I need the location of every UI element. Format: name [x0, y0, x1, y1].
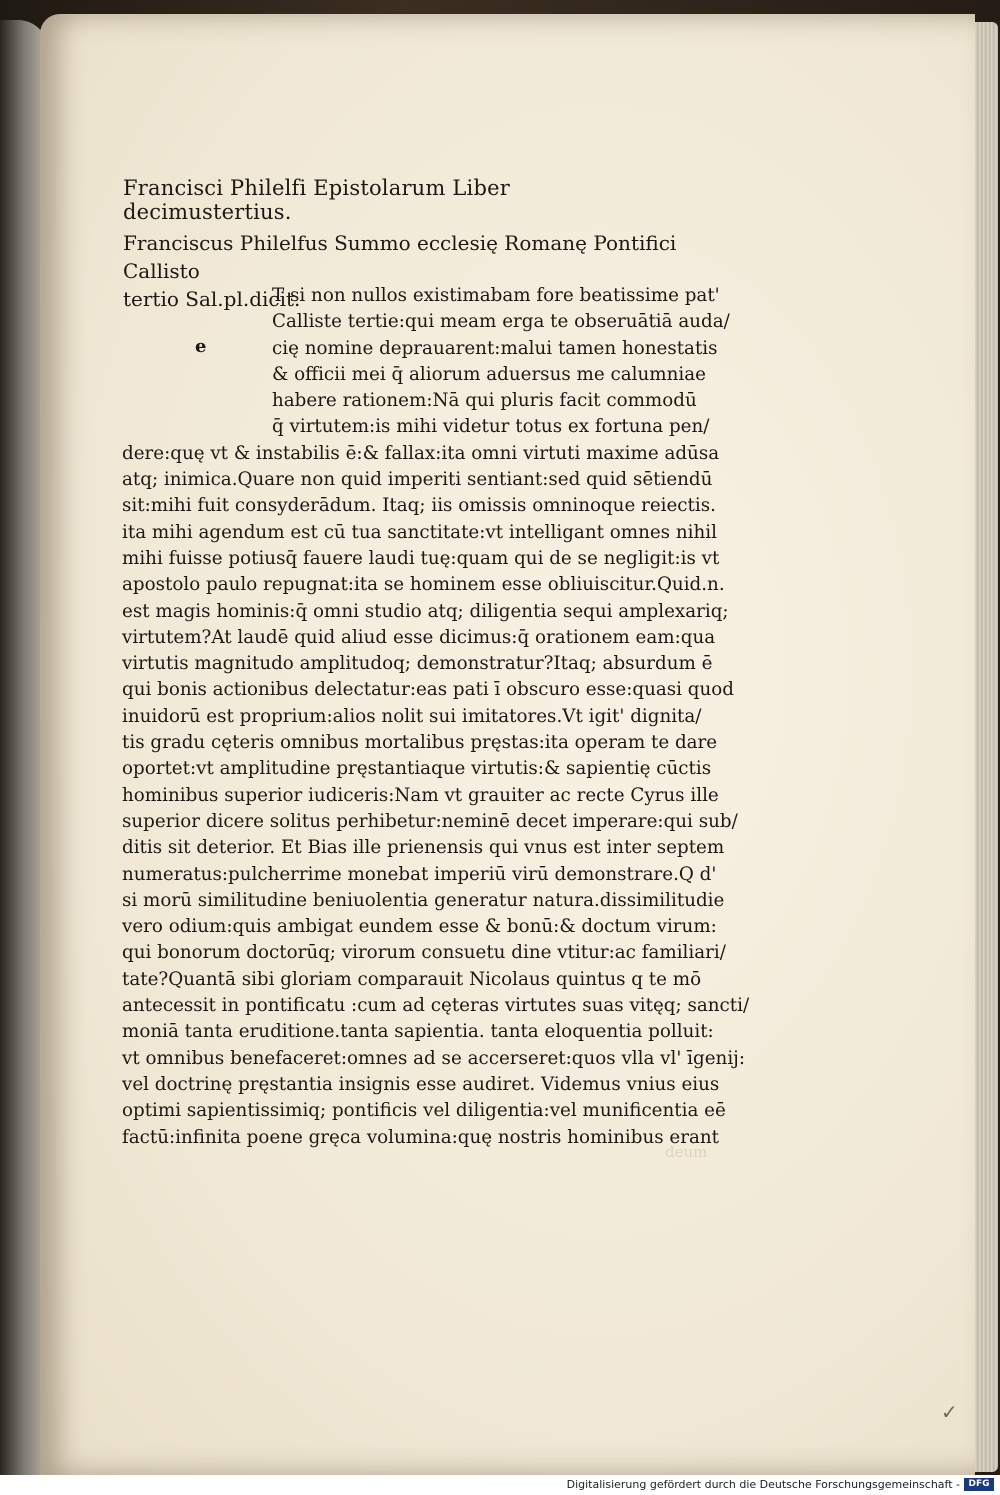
- text-line: numeratus:pulcherrime monebat imperiū virū demonstrare.Q d': [122, 863, 717, 885]
- text-line: virtutis magnitudo amplitudoq; demonstratur?Itaq; absurdum ē: [122, 653, 713, 675]
- page-heading: Francisci Philelfi Epistolarum Liber decimustertius.: [123, 176, 510, 224]
- text-line: apostolo paulo repugnat:ita se hominem esse obliuiscitur.Quid.n.: [122, 574, 725, 596]
- text-line: Calliste tertie:qui meam erga te obseruātiā auda/: [272, 311, 730, 333]
- text-line: ditis sit deterior. Et Bias ille prienensis qui vnus est inter septem: [122, 837, 725, 859]
- text-line: superior dicere solitus perhibetur:neminē decet imperare:qui sub/: [122, 810, 738, 832]
- text-line: vel doctrinę pręstantia insignis esse audiret. Videmus vnius eius: [122, 1073, 720, 1095]
- initial-guide-letter: e: [195, 336, 207, 357]
- address-line: Franciscus Philelfus Summo ecclesię Romanę Pontifici Callisto: [123, 231, 677, 283]
- address-line: tertio Sal.pl.dicit.: [123, 287, 301, 311]
- text-line: habere rationem:Nā qui pluris facit commodū: [272, 390, 697, 412]
- text-line: q̄ virtutem:is mihi videtur totus ex fortuna pen/: [272, 416, 710, 438]
- check-mark: ✓: [941, 1400, 958, 1424]
- text-line: qui bonorum doctorūq; virorum consuetu dine vtitur:ac familiari/: [122, 942, 726, 964]
- text-line: T si non nullos existimabam fore beatissime pat': [272, 285, 720, 306]
- text-line: qui bonis actionibus delectatur:eas pati ī obscuro esse:quasi quod: [122, 679, 734, 701]
- text-line: vero odium:quis ambigat eundem esse & bonū:& doctum virum:: [122, 916, 717, 938]
- text-line: atq; inimica.Quare non quid imperiti sentiant:sed quid sētiendū: [122, 469, 713, 491]
- text-line: virtutem?At laudē quid aliud esse dicimus:q̄ orationem eam:qua: [122, 626, 716, 648]
- text-line: antecessit in pontificatu :cum ad cęteras virtutes suas vitęq; sancti/: [122, 995, 750, 1017]
- text-line: tate?Quantā sibi gloriam comparauit Nicolaus quintus q te mō: [122, 968, 702, 990]
- text-line: ita mihi agendum est cū tua sanctitate:vt intelligant omnes nihil: [122, 521, 717, 543]
- text-line: sit:mihi fuit consyderādum. Itaq; iis omissis omninoque reiectis.: [122, 495, 716, 517]
- text-line: dere:quę vt & instabilis ē:& fallax:ita omni virtuti maxime adūsa: [122, 442, 720, 464]
- text-line: si morū similitudine beniuolentia generatur natura.dissimilitudie: [122, 889, 725, 911]
- text-line: vt omnibus benefaceret:omnes ad se accerseret:quos vlla vl' īgenij:: [122, 1047, 745, 1069]
- text-line: cię nomine deprauarent:malui tamen honestatis: [272, 337, 718, 359]
- text-line: inuidorū est proprium:alios nolit sui imitatores.Vt igit' dignita/: [122, 705, 702, 727]
- text-line: mihi fuisse potiusq̄ fauere laudi tuę:quam qui de se negligit:is vt: [122, 547, 720, 569]
- dfg-logo: DFG: [964, 1478, 994, 1491]
- text-line: tis gradu cęteris omnibus mortalibus pręstas:ita operam te dare: [122, 732, 718, 754]
- text-line: est magis hominis:q̄ omni studio atq; diligentia sequi amplexariq;: [122, 600, 729, 622]
- text-line: oportet:vt amplitudine pręstantiaque virtutis:& sapientię cūctis: [122, 758, 712, 780]
- text-line: factū:infinita poene gręca volumina:quę nostris hominibus erant: [122, 1126, 720, 1148]
- catchword: deum: [665, 1143, 708, 1161]
- text-line: optimi sapientissimiq; pontificis vel diligentia:vel munificentia eē: [122, 1100, 726, 1122]
- letter-body: [122, 283, 750, 1151]
- text-line: hominibus superior iudiceris:Nam vt grauiter ac recte Cyrus ille: [122, 784, 719, 806]
- text-line: & officii mei q̄ aliorum aduersus me calumniae: [272, 363, 706, 385]
- text-line: moniā tanta eruditione.tanta sapientia. tanta eloquentia polluit:: [122, 1021, 714, 1043]
- footer-credit: Digitalisierung gefördert durch die Deutsche Forschungsgemeinschaft -: [566, 1478, 960, 1491]
